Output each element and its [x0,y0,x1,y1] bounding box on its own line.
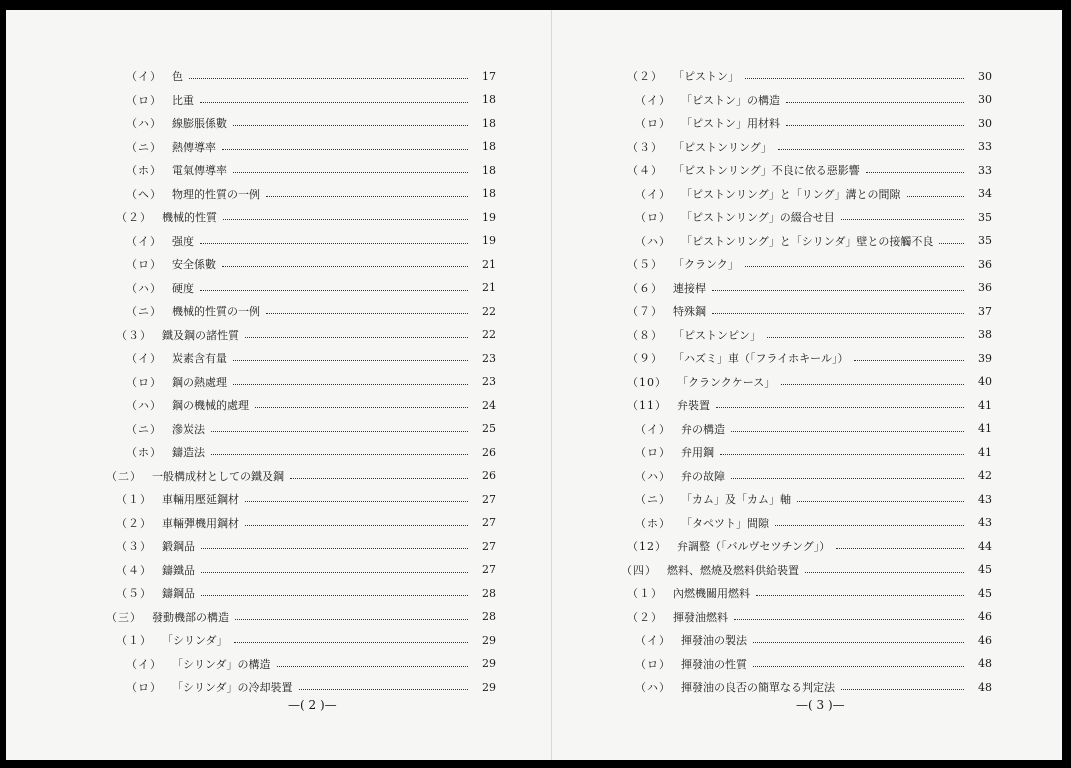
toc-entry-marker: （ハ） [635,681,671,694]
toc-entry-marker: （７） [627,305,663,318]
dot-leader [778,148,964,150]
toc-entry-marker: （ロ） [126,681,162,694]
dot-leader [222,148,468,150]
toc-entry [627,254,992,274]
toc-entry-page: 48 [978,680,992,694]
toc-entry-marker: （１） [627,587,663,600]
toc-entry [635,513,992,533]
toc-entry-marker: （３） [627,140,663,154]
toc-entry-page: 45 [978,563,992,576]
toc-entry-title: 揮發油の性質 [681,657,747,671]
toc-entry-title: 「タペツト」間隙 [681,516,769,530]
right-page [551,10,1062,760]
toc-entry-title: 「ピストンピン」 [673,328,761,342]
toc-entry [627,278,992,298]
dot-leader [797,500,964,502]
dot-leader [939,242,964,244]
toc-entry [116,325,496,345]
dot-leader [841,688,964,690]
toc-entry-title: 弁の構造 [681,422,725,436]
toc-entry [635,442,992,462]
toc-entry-marker: （２） [627,70,663,83]
toc-entry-title: 一般構成材としての鐵及鋼 [152,469,284,483]
toc-entry-title: 特殊鋼 [673,305,706,318]
toc-entry-page: 26 [482,469,496,482]
toc-entry [635,654,992,674]
toc-entry [126,677,496,697]
toc-entry-page: 41 [978,398,992,412]
toc-entry-marker: （１） [116,493,152,506]
dot-leader [775,524,964,526]
toc-entry-page: 35 [978,210,992,224]
dot-leader [805,571,964,573]
toc-entry [635,677,992,697]
dot-leader [836,547,964,549]
toc-entry-title: 弁の故障 [681,469,725,483]
toc-entry [627,583,992,603]
toc-entry-marker: （イ） [635,422,671,436]
toc-entry [126,348,496,368]
dot-leader [255,406,468,408]
toc-entry [116,207,496,227]
left-page [6,10,552,760]
toc-entry-title: 線膨脹係數 [172,117,227,130]
dot-leader [200,242,468,244]
dot-leader [245,336,468,338]
toc-entry [627,301,992,321]
dot-leader [720,453,964,455]
toc-entry-page: 48 [978,657,992,670]
toc-entry-page: 22 [482,304,496,318]
dot-leader [201,571,468,573]
toc-entry-title: 「ピストン」の構造 [681,93,780,107]
toc-entry-page: 37 [978,304,992,318]
toc-entry [627,160,992,180]
dot-leader [245,500,468,502]
toc-entry-title: 硬度 [172,281,194,295]
toc-entry-page: 42 [978,469,992,482]
toc-entry [635,419,992,439]
toc-entry [126,184,496,204]
toc-entry [116,536,496,556]
toc-entry-marker: （イ） [635,93,671,107]
toc-entry [106,607,496,627]
toc-entry-marker: （イ） [126,657,162,671]
toc-entry-title: 熱傳導率 [172,140,216,154]
toc-entry-title: 炭素含有量 [172,352,227,365]
dot-leader [753,641,964,643]
toc-entry [116,583,496,603]
toc-entry [126,278,496,298]
left-page-number: —( 2 )— [288,698,337,712]
dot-leader [233,171,468,173]
toc-entry-page: 18 [482,163,496,177]
toc-entry-page: 21 [482,257,496,271]
toc-entry-page: 44 [978,539,992,553]
toc-entry [635,113,992,133]
toc-entry-title: 滲炭法 [172,422,205,436]
toc-entry-title: 弁調整（「バルヴセツチング」） [677,540,831,553]
toc-entry [126,654,496,674]
toc-entry-page: 22 [482,328,496,341]
toc-entry [126,66,496,86]
toc-entry-marker: （ロ） [126,93,162,107]
toc-entry-page: 29 [482,633,496,647]
toc-entry [635,184,992,204]
toc-entry-page: 30 [978,116,992,130]
toc-entry-title: 「ピストンリング」と「シリンダ」壁との接觸不良 [681,234,934,248]
toc-entry-page: 26 [482,445,496,459]
toc-entry-marker: （ホ） [635,516,671,530]
toc-entry-title: 弁裝置 [677,399,710,412]
toc-entry-marker: （ハ） [126,281,162,295]
toc-entry-marker: （ハ） [635,234,671,248]
dot-leader [299,688,468,690]
toc-entry [627,137,992,157]
toc-entry-title: 機械的性質 [162,211,217,224]
dot-leader [781,383,964,385]
toc-entry-marker: （10） [627,375,667,389]
toc-entry-title: 「ピストンリング」 [673,140,772,154]
toc-entry-marker: （11） [627,399,667,412]
toc-entry [627,348,992,368]
toc-entry-title: 連接桿 [673,281,706,295]
dot-leader [731,430,964,432]
toc-entry-title: 鑄鐵品 [162,563,195,577]
toc-entry-page: 30 [978,93,992,106]
toc-entry-marker: （三） [106,610,142,624]
dot-leader [222,265,468,267]
toc-entry [635,207,992,227]
toc-entry-title: 「ピストン」 [673,70,739,83]
toc-entry [116,489,496,509]
toc-entry-marker: （ニ） [126,140,162,154]
toc-entry-page: 39 [978,351,992,365]
dot-leader [235,618,468,620]
toc-entry-page: 46 [978,610,992,623]
dot-leader [211,453,468,455]
toc-entry-page: 28 [482,610,496,623]
toc-entry [126,395,496,415]
toc-entry-title: 弁用鋼 [681,446,714,459]
toc-entry [116,513,496,533]
toc-entry [126,160,496,180]
toc-entry-marker: （３） [116,328,152,342]
toc-entry-marker: （２） [627,610,663,624]
toc-entry-title: 色 [172,70,183,83]
toc-entry-page: 45 [978,586,992,600]
dot-leader [745,77,964,79]
dot-leader [233,359,468,361]
toc-entry [126,231,496,251]
toc-entry [126,419,496,439]
toc-entry-title: 「シリンダ」の冷却裝置 [172,681,293,694]
dot-leader [233,124,468,126]
toc-entry-marker: （ロ） [635,117,671,130]
toc-entry-title: 「ピストン」用材料 [681,117,780,130]
toc-entry-marker: （ハ） [126,117,162,130]
dot-leader [767,336,964,338]
toc-entry-marker: （イ） [126,70,162,83]
right-page-number: —( 3 )— [796,698,845,712]
toc-entry-page: 19 [482,210,496,224]
toc-entry-page: 41 [978,445,992,459]
toc-entry-page: 27 [482,516,496,529]
toc-entry-page: 38 [978,328,992,341]
dot-leader [841,218,964,220]
dot-leader [234,641,468,643]
toc-entry-marker: （ホ） [126,446,162,459]
toc-entry-title: 鋼の熱處理 [172,375,227,389]
dot-leader [786,101,964,103]
toc-entry-title: 「ハズミ」車（「フライホキール」） [673,352,849,365]
toc-entry-marker: （イ） [126,234,162,248]
toc-entry [635,90,992,110]
toc-entry-marker: （６） [627,281,663,295]
toc-entry-title: 「シリンダ」の構造 [172,657,271,671]
toc-entry [635,630,992,650]
dot-leader [786,124,964,126]
toc-entry-marker: （イ） [126,352,162,365]
dot-leader [223,218,468,220]
toc-entry [627,607,992,627]
dot-leader [753,665,964,667]
toc-entry [627,325,992,345]
toc-entry-marker: （ニ） [126,422,162,436]
toc-entry-marker: （２） [116,516,152,530]
toc-entry-title: 揮發油の製法 [681,634,747,647]
dot-leader [712,312,964,314]
toc-entry [106,466,496,486]
toc-entry-page: 36 [978,281,992,294]
toc-entry-title: 比重 [172,93,194,107]
toc-entry-title: 「クランク」 [673,258,739,271]
toc-entry-title: 鐵及鋼の諸性質 [162,328,239,342]
dot-leader [200,289,468,291]
toc-entry-page: 21 [482,281,496,294]
dot-leader [233,383,468,385]
toc-entry-title: 發動機部の構造 [152,610,229,624]
toc-entry-marker: （ニ） [635,493,671,506]
toc-entry-title: 車輛用壓延鋼材 [162,493,239,506]
dot-leader [712,289,964,291]
dot-leader [866,171,964,173]
toc-entry-page: 18 [482,187,496,200]
toc-entry-marker: （４） [116,563,152,577]
toc-entry [126,301,496,321]
toc-entry-page: 18 [482,116,496,130]
toc-entry [635,231,992,251]
dot-leader [211,430,468,432]
toc-entry-title: 揮發油の良否の簡單なる判定法 [681,681,835,694]
toc-entry-page: 17 [482,69,496,83]
dot-leader [200,101,468,103]
toc-entry-marker: （８） [627,328,663,342]
toc-entry-page: 35 [978,234,992,247]
toc-entry-marker: （９） [627,352,663,365]
toc-entry-marker: （ロ） [126,258,162,271]
toc-entry [116,560,496,580]
dot-leader [245,524,468,526]
toc-entry-marker: （ハ） [635,469,671,483]
toc-entry-title: 鑄造法 [172,446,205,459]
toc-entry-page: 28 [482,586,496,600]
toc-entry-page: 46 [978,633,992,647]
toc-entry-page: 27 [482,492,496,506]
toc-entry [627,536,992,556]
toc-entry [635,466,992,486]
toc-entry [627,372,992,392]
toc-entry-marker: （ニ） [126,305,162,318]
toc-entry-page: 33 [978,163,992,177]
toc-entry-marker: （12） [627,540,667,553]
toc-entry-marker: （２） [116,211,152,224]
dot-leader [266,195,468,197]
toc-entry-title: 「ピストンリング」の綴合せ目 [681,211,835,224]
toc-entry [126,113,496,133]
toc-entry-page: 18 [482,140,496,153]
dot-leader [716,406,964,408]
dot-leader [201,547,468,549]
toc-entry-title: 「ピストンリング」不良に依る惡影響 [673,164,860,177]
toc-entry-page: 30 [978,69,992,83]
dot-leader [756,594,964,596]
toc-entry-marker: （四） [621,563,657,577]
toc-entry-title: 鍛鋼品 [162,540,195,553]
toc-entry [621,560,992,580]
toc-entry-marker: （イ） [635,187,671,201]
toc-entry-page: 41 [978,422,992,435]
toc-entry-page: 18 [482,93,496,106]
toc-entry-page: 27 [482,563,496,576]
dot-leader [290,477,468,479]
toc-entry-title: 物理的性質の一例 [172,187,260,201]
dot-leader [266,312,468,314]
toc-entry-marker: （ホ） [126,164,162,177]
toc-entry-title: 電氣傳導率 [172,164,227,177]
toc-entry-marker: （４） [627,164,663,177]
toc-entry [126,372,496,392]
toc-entry-page: 25 [482,422,496,435]
toc-entry-marker: （ロ） [635,657,671,671]
dot-leader [745,265,964,267]
toc-entry [627,395,992,415]
toc-entry-page: 19 [482,234,496,247]
toc-entry-marker: （５） [627,258,663,271]
toc-entry-title: 安全係數 [172,258,216,271]
toc-entry-title: 車輛彈機用鋼材 [162,516,239,530]
toc-entry-title: 鋼の機械的處理 [172,399,249,412]
toc-entry-title: 揮發油燃料 [673,610,728,624]
toc-entry-page: 29 [482,657,496,670]
toc-entry-page: 33 [978,140,992,153]
toc-entry-title: 「ピストンリング」と「リング」溝との間隙 [681,187,901,201]
toc-entry-title: 內燃機關用燃料 [673,587,750,600]
dot-leader [201,594,468,596]
dot-leader [854,359,964,361]
toc-entry-marker: （ヘ） [126,187,162,201]
toc-entry-marker: （ロ） [635,446,671,459]
dot-leader [907,195,964,197]
toc-entry-marker: （３） [116,540,152,553]
toc-entry [635,489,992,509]
toc-entry-title: 鑄鋼品 [162,587,195,600]
toc-entry-title: 「カム」及「カム」軸 [681,493,791,506]
toc-entry-page: 24 [482,398,496,412]
toc-entry-page: 34 [978,187,992,200]
toc-entry [126,442,496,462]
toc-entry-page: 43 [978,492,992,506]
toc-entry-marker: （ハ） [126,399,162,412]
toc-entry [627,66,992,86]
dot-leader [189,77,468,79]
toc-entry-page: 40 [978,375,992,388]
toc-entry-page: 23 [482,351,496,365]
toc-entry-marker: （二） [106,469,142,483]
dot-leader [734,618,964,620]
toc-entry-page: 43 [978,516,992,529]
toc-entry [116,630,496,650]
toc-entry-title: 燃料、燃燒及燃料供給裝置 [667,563,799,577]
toc-entry-marker: （１） [116,634,152,647]
toc-entry-title: 「シリンダ」 [162,634,228,647]
toc-entry [126,137,496,157]
dot-leader [277,665,468,667]
toc-entry-marker: （ロ） [126,375,162,389]
toc-entry-title: 强度 [172,234,194,248]
toc-entry-marker: （イ） [635,634,671,647]
toc-entry [126,254,496,274]
toc-entry-title: 「クランクケース」 [677,375,776,389]
toc-entry-page: 23 [482,375,496,388]
toc-entry-page: 36 [978,257,992,271]
toc-entry-page: 29 [482,680,496,694]
toc-entry-page: 27 [482,539,496,553]
book-spread [6,10,1062,760]
toc-entry-marker: （５） [116,587,152,600]
toc-entry-marker: （ロ） [635,211,671,224]
toc-entry [126,90,496,110]
toc-entry-title: 機械的性質の一例 [172,305,260,318]
dot-leader [731,477,964,479]
